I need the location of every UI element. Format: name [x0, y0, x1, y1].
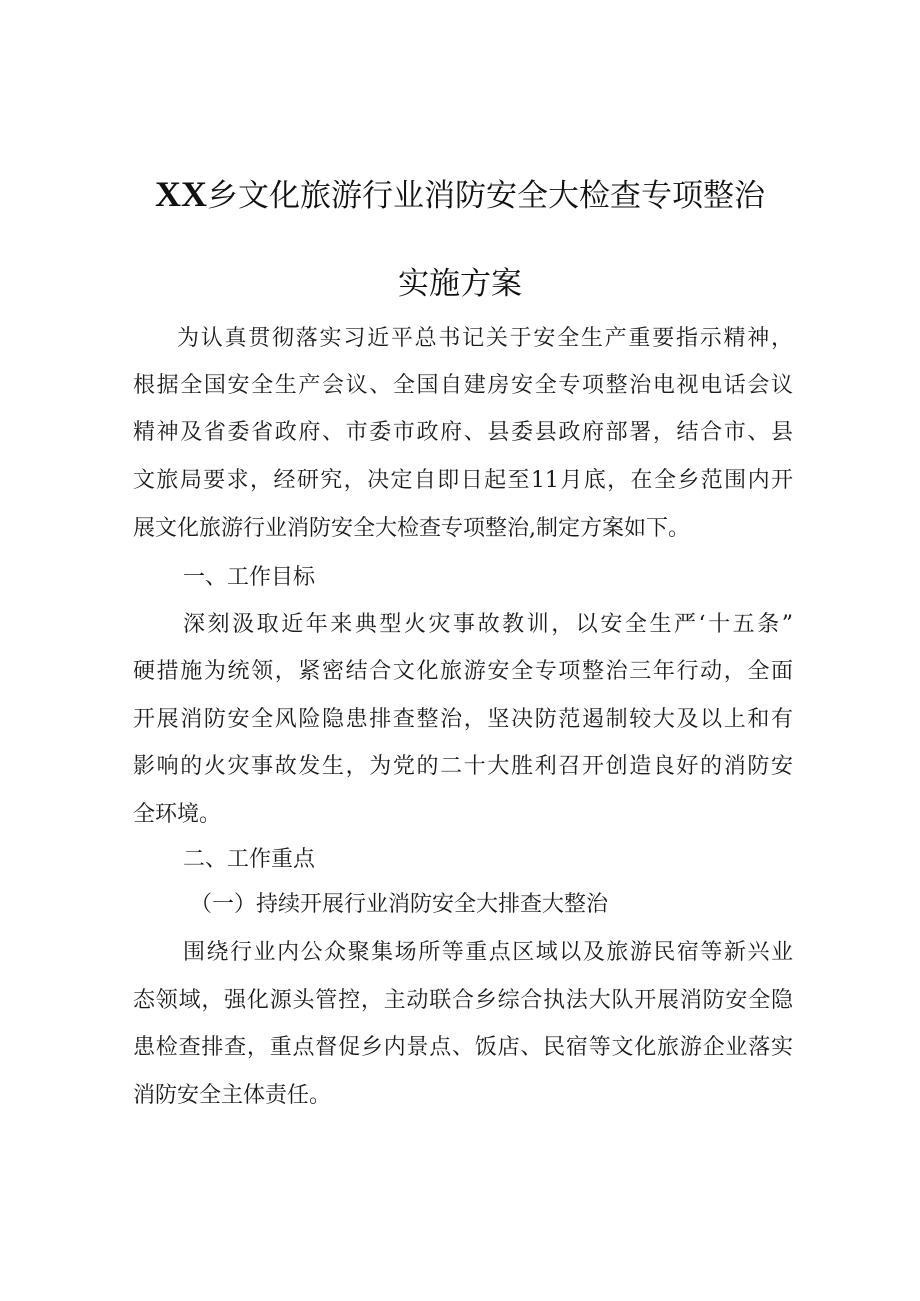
paragraph-3-line-2: 态领域，强化源头管控，主动联合乡综合执法大队开展消防安全隐 [133, 988, 793, 1013]
paragraph-3-line-4: 消防安全主体责任。 [133, 1083, 332, 1108]
title-main-text: 乡文化旅游行业消防安全大检查专项整治 [207, 178, 765, 214]
heading-work-focus: 二、工作重点 [183, 847, 316, 872]
paragraph-1-line-3: 精神及省委省政府、市委市政府、县委县政府部署，结合市、县 [133, 420, 793, 445]
paragraph-1-line-5: 展文化旅游行业消防安全大检查专项整治,制定方案如下。 [133, 516, 690, 541]
document-title-line-2: 实施方案 [398, 266, 522, 302]
paragraph-2-line-5: 全环境。 [133, 802, 222, 827]
paragraph-3-line-3: 患检查排查，重点督促乡内景点、饭店、民宿等文化旅游企业落实 [133, 1035, 793, 1060]
paragraph-3-line-1: 围绕行业内公众聚集场所等重点区域以及旅游民宿等新兴业 [183, 940, 793, 965]
paragraph-1-line-1: 为认真贯彻落实习近平总书记关于安全生产重要指示精神， [177, 326, 793, 351]
paragraph-2-line-2: 硬措施为统领，紧密结合文化旅游安全专项整治三年行动，全面 [133, 659, 793, 684]
paragraph-1-line-4: 文旅局要求，经研究，决定自即日起至11月底，在全乡范围内开 [133, 468, 793, 493]
subheading-1: （一）持续开展行业消防安全大排查大整治 [190, 892, 609, 917]
paragraph-2-line-1: 深刻汲取近年来典型火灾事故教训，以安全生严‘十五条” [183, 612, 793, 637]
heading-work-goals: 一、工作目标 [183, 565, 316, 590]
paragraph-2-line-4: 影响的火灾事故发生，为党的二十大胜利召开创造良好的消防安 [133, 754, 793, 779]
paragraph-2-line-3: 开展消防安全风险隐患排查整治，坚决防范遏制较大及以上和有 [133, 707, 793, 732]
document-title-line-1 [0, 170, 920, 215]
title-prefix: XX [155, 174, 207, 214]
paragraph-1-line-2: 根据全国安全生产会议、全国自建房安全专项整治电视电话会议 [133, 373, 793, 398]
